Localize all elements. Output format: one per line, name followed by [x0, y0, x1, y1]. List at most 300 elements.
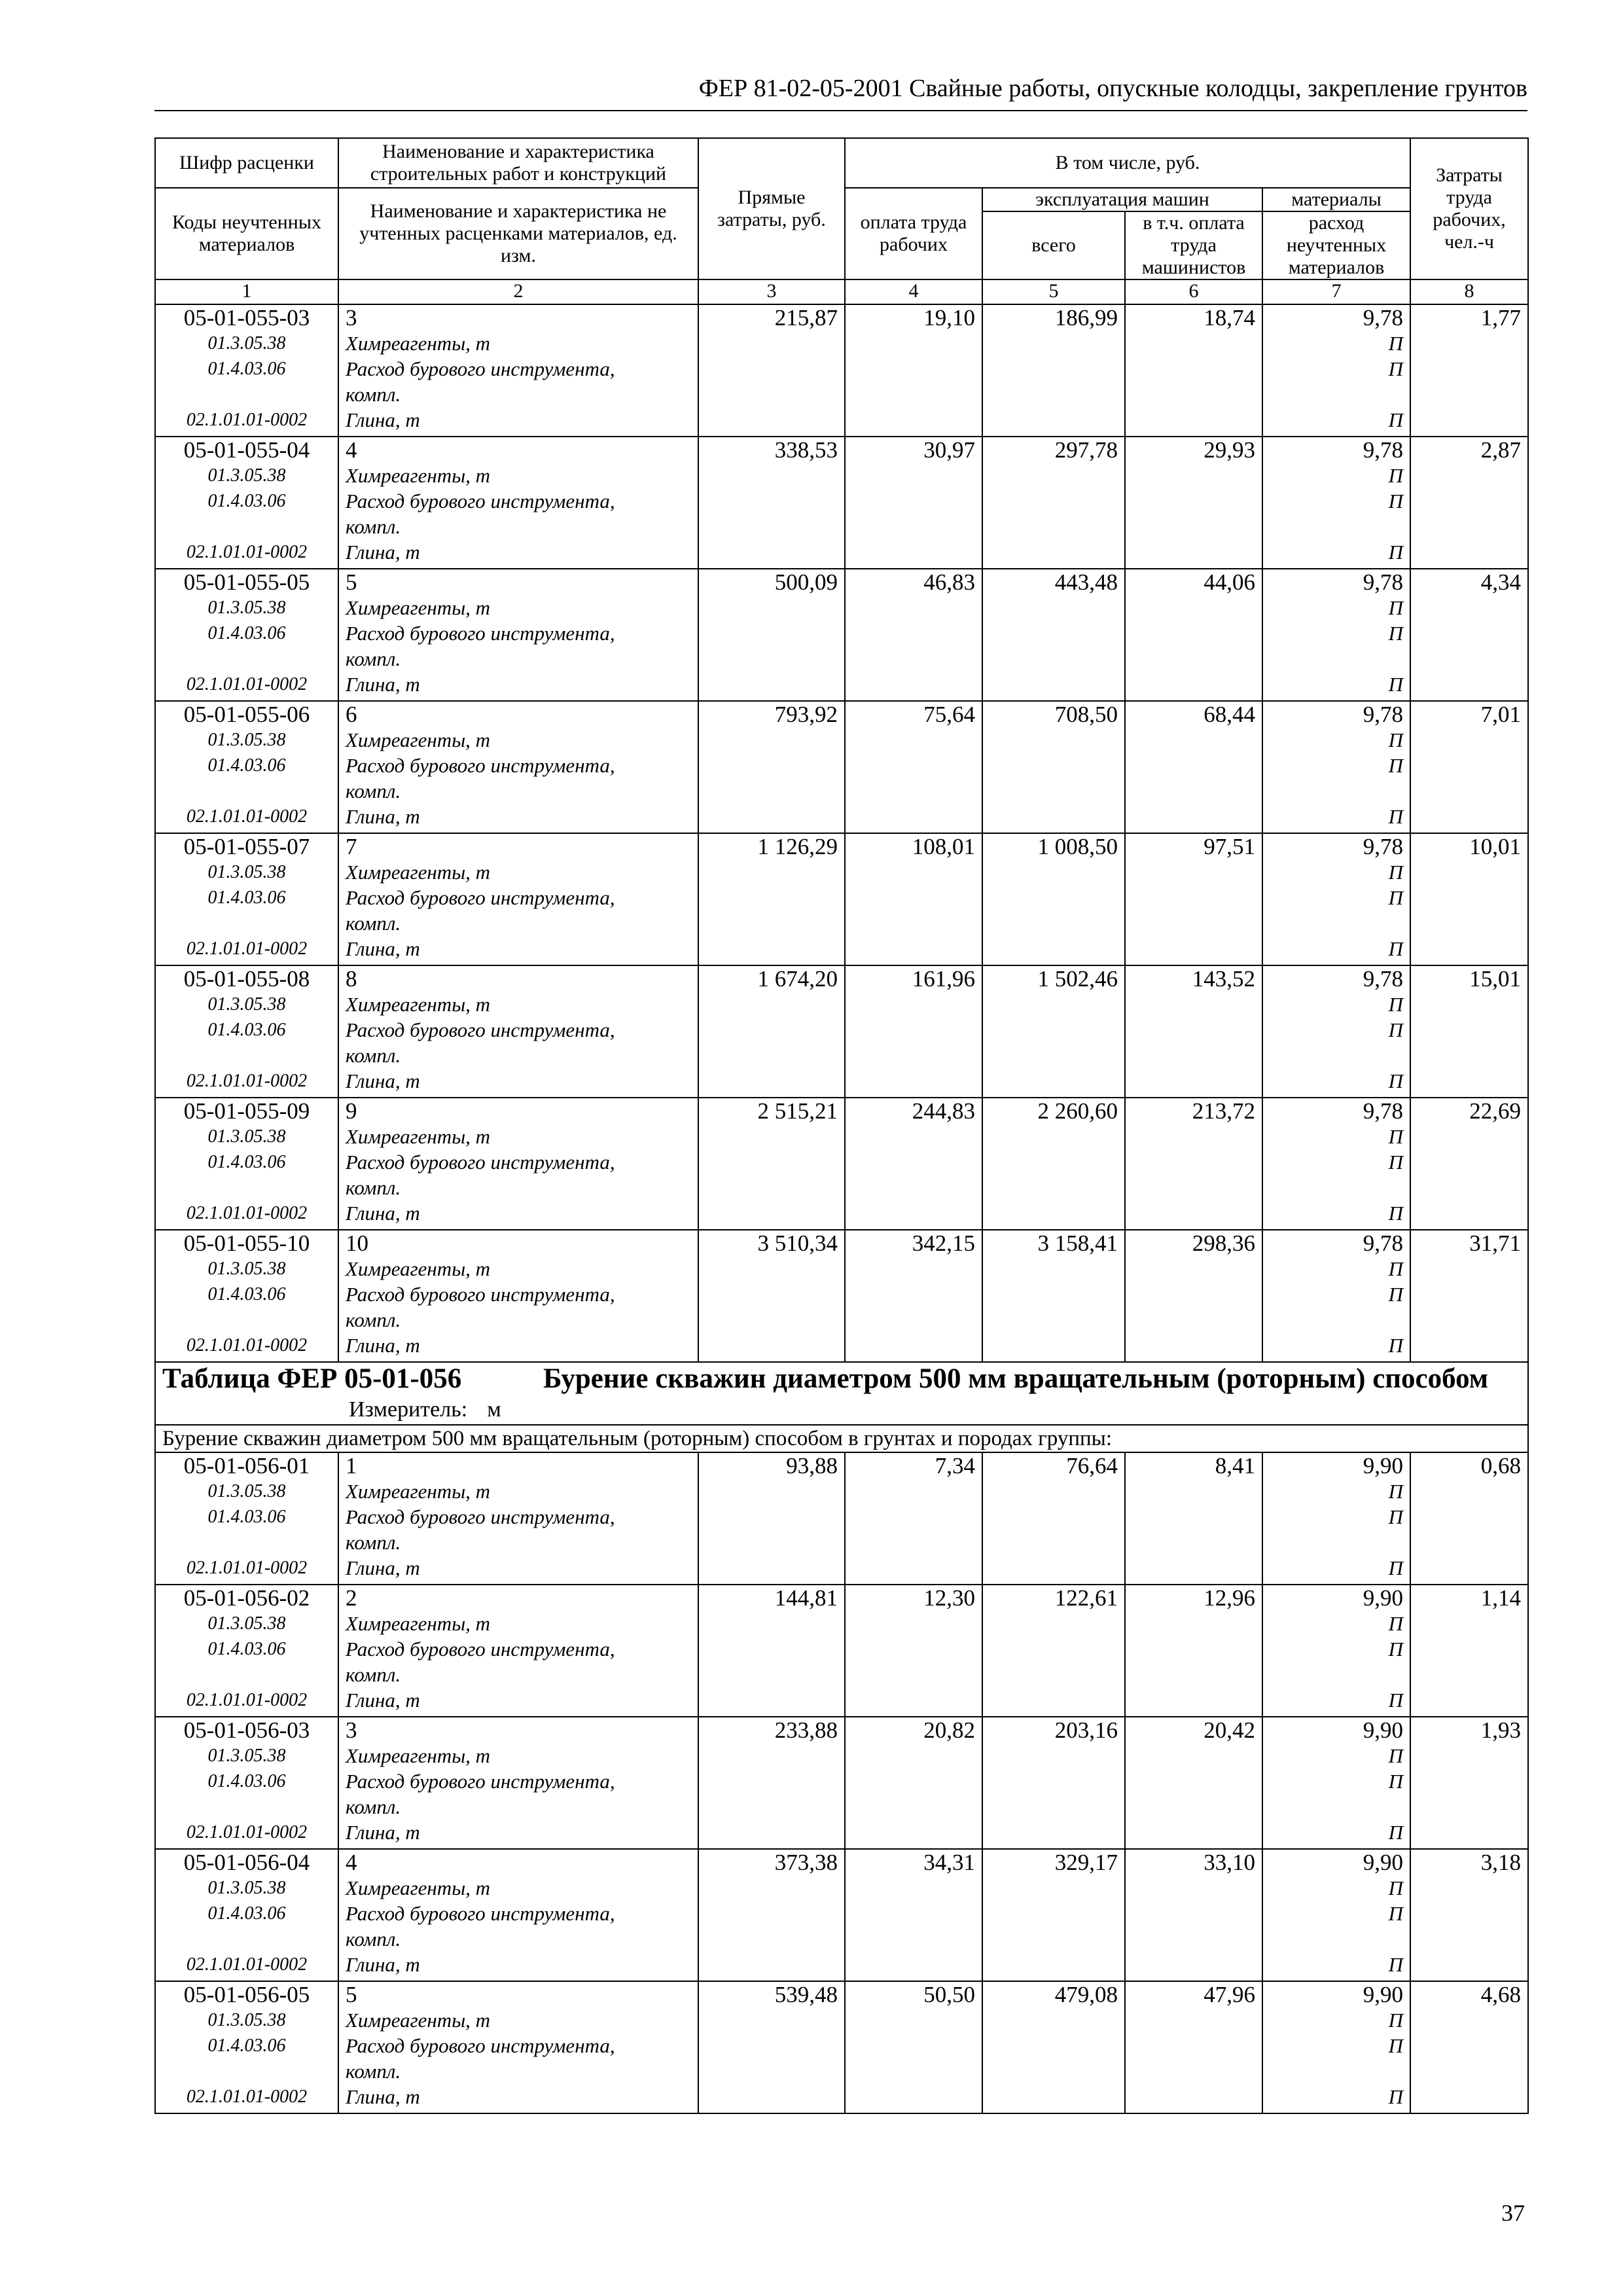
unaccounted-mark: П	[1388, 1638, 1404, 1660]
rate-row	[155, 1981, 1528, 2113]
spacer	[1270, 1794, 1403, 1820]
unaccounted-mark: П	[1388, 1480, 1404, 1503]
materials-cost: 9,90	[1363, 1850, 1404, 1875]
material-name: Глина, т	[346, 937, 420, 960]
material-name: Глина, т	[346, 673, 420, 696]
material-name: Расход бурового инструмента,	[346, 622, 615, 645]
machines-cost: 2 260,60	[982, 1098, 1125, 1230]
column-number: 5	[982, 279, 1125, 304]
materials-cell	[1262, 701, 1410, 833]
unaccounted-mark: П	[1388, 1770, 1404, 1793]
spacer	[1270, 1530, 1403, 1555]
page-header	[154, 73, 1527, 111]
material-name: Глина, т	[346, 408, 420, 431]
spacer	[1270, 1175, 1403, 1200]
unaccounted-mark: П	[1388, 332, 1404, 355]
material-code: 01.4.03.06	[207, 888, 286, 908]
material-code: 01.4.03.06	[207, 1639, 286, 1659]
rate-row	[155, 1717, 1528, 1849]
material-code: 02.1.01.01-0002	[186, 1335, 308, 1355]
header-code-title: Шифр расценки	[155, 138, 338, 188]
materials-cell	[1262, 1098, 1410, 1230]
materials-cell	[1262, 1849, 1410, 1981]
materials-cell	[1262, 1585, 1410, 1717]
material-code: 02.1.01.01-0002	[186, 1203, 308, 1223]
unaccounted-mark: П	[1388, 1556, 1404, 1579]
material-code: 01.4.03.06	[207, 1903, 286, 1924]
spacer	[1270, 778, 1403, 804]
material-name: Глина, т	[346, 1689, 420, 1712]
material-code: 01.4.03.06	[207, 359, 286, 379]
direct-cost: 215,87	[698, 304, 845, 437]
header-wage: оплата труда рабочих	[845, 188, 982, 279]
materials-cost: 9,90	[1363, 1453, 1404, 1479]
unaccounted-mark: П	[1388, 754, 1404, 777]
unaccounted-mark: П	[1388, 1069, 1404, 1092]
material-name: компл.	[346, 2060, 401, 2083]
material-name: Глина, т	[346, 1953, 420, 1976]
table-title: Бурение скважин диаметром 500 мм вращательным (роторным) способом	[543, 1363, 1489, 1394]
material-name: Химреагенты, т	[346, 1744, 491, 1767]
materials-cost: 9,90	[1363, 1717, 1404, 1743]
rate-code-cell	[155, 437, 338, 569]
material-name: Химреагенты, т	[346, 993, 491, 1016]
spacer	[162, 382, 331, 407]
rate-name-cell	[338, 304, 698, 437]
machines-cost: 329,17	[982, 1849, 1125, 1981]
materials-cost: 9,90	[1363, 1982, 1404, 2007]
material-name: компл.	[346, 1044, 401, 1067]
rate-row	[155, 1098, 1528, 1230]
material-name: компл.	[346, 1531, 401, 1554]
material-name: компл.	[346, 383, 401, 406]
rate-row	[155, 701, 1528, 833]
rate-name-cell	[338, 1981, 698, 2113]
spacer	[1270, 1662, 1403, 1687]
spacer	[162, 1662, 331, 1687]
unaccounted-mark: П	[1388, 1902, 1404, 1925]
table-description: Бурение скважин диаметром 500 мм вращательным (роторным) способом в грунтах и породах группы:	[155, 1425, 1528, 1452]
rate-code: 05-01-055-07	[183, 834, 310, 859]
materials-cost: 9,78	[1363, 1098, 1404, 1124]
rate-code: 05-01-055-08	[183, 966, 310, 992]
materials-cost: 9,78	[1363, 1230, 1404, 1256]
spacer	[1270, 514, 1403, 539]
wage-cost: 30,97	[845, 437, 982, 569]
labor-cost: 0,68	[1410, 1452, 1528, 1585]
material-code: 02.1.01.01-0002	[186, 1954, 308, 1975]
material-code: 02.1.01.01-0002	[186, 1690, 308, 1710]
header-code-subtitle: Коды неучтенных материалов	[155, 188, 338, 279]
materials-cost: 9,78	[1363, 437, 1404, 463]
rate-name-cell	[338, 1452, 698, 1585]
rate-name-cell	[338, 701, 698, 833]
unaccounted-mark: П	[1388, 1505, 1404, 1528]
direct-cost: 338,53	[698, 437, 845, 569]
material-name: компл.	[346, 1308, 401, 1331]
material-code: 01.3.05.38	[207, 465, 286, 486]
unaccounted-mark: П	[1388, 1612, 1404, 1635]
materials-cost: 9,90	[1363, 1585, 1404, 1611]
material-code: 01.3.05.38	[207, 598, 286, 618]
rate-group-number: 7	[346, 834, 357, 859]
column-number: 3	[698, 279, 845, 304]
header-direct: Прямые затраты, руб.	[698, 138, 845, 279]
material-code: 01.4.03.06	[207, 491, 286, 511]
table-title-cell	[155, 1362, 1528, 1425]
material-name: Глина, т	[346, 1334, 420, 1357]
rate-row	[155, 1452, 1528, 1585]
materials-cell	[1262, 833, 1410, 965]
labor-cost: 4,34	[1410, 569, 1528, 701]
wage-cost: 7,34	[845, 1452, 982, 1585]
direct-cost: 1 126,29	[698, 833, 845, 965]
material-name: Глина, т	[346, 1556, 420, 1579]
machine-operators-wage: 298,36	[1125, 1230, 1262, 1362]
column-number: 4	[845, 279, 982, 304]
wage-cost: 19,10	[845, 304, 982, 437]
machine-operators-wage: 47,96	[1125, 1981, 1262, 2113]
unaccounted-mark: П	[1388, 541, 1404, 564]
machines-cost: 186,99	[982, 304, 1125, 437]
rate-name-cell	[338, 1098, 698, 1230]
material-name: Химреагенты, т	[346, 1876, 491, 1899]
spacer	[1270, 1307, 1403, 1333]
labor-cost: 4,68	[1410, 1981, 1528, 2113]
rate-row	[155, 569, 1528, 701]
document-title: ФЕР 81-02-05-2001 Свайные работы, опускные колодцы, закрепление грунтов	[698, 75, 1527, 102]
rate-name-cell	[338, 1585, 698, 1717]
page-number: 37	[1501, 2200, 1525, 2226]
material-name: компл.	[346, 1795, 401, 1818]
unaccounted-mark: П	[1388, 728, 1404, 751]
machine-operators-wage: 97,51	[1125, 833, 1262, 965]
wage-cost: 161,96	[845, 965, 982, 1098]
rates-table	[154, 137, 1529, 2114]
machines-cost: 1 502,46	[982, 965, 1125, 1098]
rate-name-cell	[338, 965, 698, 1098]
material-code: 02.1.01.01-0002	[186, 806, 308, 827]
labor-cost: 1,93	[1410, 1717, 1528, 1849]
unaccounted-mark: П	[1388, 1876, 1404, 1899]
table-label: Таблица ФЕР 05-01-056	[162, 1363, 462, 1394]
material-code: 01.3.05.38	[207, 1126, 286, 1147]
labor-cost: 1,77	[1410, 304, 1528, 437]
rate-name-cell	[338, 1717, 698, 1849]
materials-cell	[1262, 437, 1410, 569]
wage-cost: 12,30	[845, 1585, 982, 1717]
rate-name-cell	[338, 437, 698, 569]
labor-cost: 10,01	[1410, 833, 1528, 965]
labor-cost: 22,69	[1410, 1098, 1528, 1230]
spacer	[162, 1530, 331, 1555]
spacer	[162, 1043, 331, 1068]
material-code: 01.3.05.38	[207, 730, 286, 750]
header-name-subtitle: Наименование и характеристика не учтенных расценками материалов, ед. изм.	[338, 188, 698, 279]
material-name: Химреагенты, т	[346, 1257, 491, 1280]
header-name-title: Наименование и характеристика строительных работ и конструкций	[338, 138, 698, 188]
material-name: Глина, т	[346, 805, 420, 828]
material-name: компл.	[346, 647, 401, 670]
material-name: Расход бурового инструмента,	[346, 490, 615, 512]
unaccounted-mark: П	[1388, 1202, 1404, 1225]
material-name: компл.	[346, 515, 401, 538]
table-title-row	[155, 1362, 1528, 1425]
rate-code: 05-01-056-01	[183, 1453, 310, 1479]
spacer	[162, 910, 331, 936]
spacer	[1270, 646, 1403, 672]
material-code: 01.4.03.06	[207, 1507, 286, 1527]
rate-code: 05-01-055-06	[183, 702, 310, 727]
unaccounted-mark: П	[1388, 993, 1404, 1016]
machine-operators-wage: 18,74	[1125, 304, 1262, 437]
materials-cost: 9,78	[1363, 569, 1404, 595]
rate-code: 05-01-056-05	[183, 1982, 310, 2007]
rate-group-number: 10	[346, 1230, 368, 1256]
labor-cost: 31,71	[1410, 1230, 1528, 1362]
spacer	[1270, 910, 1403, 936]
wage-cost: 34,31	[845, 1849, 982, 1981]
machine-operators-wage: 68,44	[1125, 701, 1262, 833]
unaccounted-mark: П	[1388, 1744, 1404, 1767]
machine-operators-wage: 29,93	[1125, 437, 1262, 569]
material-code: 01.3.05.38	[207, 1481, 286, 1501]
table-description-row	[155, 1425, 1528, 1452]
machine-operators-wage: 20,42	[1125, 1717, 1262, 1849]
unaccounted-mark: П	[1388, 2034, 1404, 2057]
machines-cost: 122,61	[982, 1585, 1125, 1717]
material-code: 01.3.05.38	[207, 1259, 286, 1279]
material-name: Химреагенты, т	[346, 1612, 491, 1635]
column-numbers-row	[155, 279, 1528, 304]
material-code: 01.4.03.06	[207, 1771, 286, 1791]
material-name: компл.	[346, 1663, 401, 1686]
material-name: Глина, т	[346, 2085, 420, 2108]
spacer	[162, 1926, 331, 1952]
rate-name-cell	[338, 569, 698, 701]
materials-cell	[1262, 304, 1410, 437]
material-name: Расход бурового инструмента,	[346, 754, 615, 777]
material-code: 02.1.01.01-0002	[186, 1071, 308, 1091]
material-code: 01.4.03.06	[207, 623, 286, 643]
materials-cost: 9,78	[1363, 834, 1404, 859]
materials-cost: 9,78	[1363, 305, 1404, 331]
material-name: Химреагенты, т	[346, 464, 491, 487]
materials-cell	[1262, 1230, 1410, 1362]
spacer	[1270, 1043, 1403, 1068]
rate-code-cell	[155, 1585, 338, 1717]
unaccounted-mark: П	[1388, 464, 1404, 487]
rate-row	[155, 1585, 1528, 1717]
wage-cost: 342,15	[845, 1230, 982, 1362]
materials-cost: 9,78	[1363, 702, 1404, 727]
rate-name-cell	[338, 1230, 698, 1362]
material-name: Расход бурового инструмента,	[346, 1638, 615, 1660]
wage-cost: 20,82	[845, 1717, 982, 1849]
direct-cost: 539,48	[698, 1981, 845, 2113]
material-code: 01.4.03.06	[207, 1152, 286, 1172]
labor-cost: 3,18	[1410, 1849, 1528, 1981]
material-code: 02.1.01.01-0002	[186, 2087, 308, 2107]
rate-group-number: 6	[346, 702, 357, 727]
column-number: 8	[1410, 279, 1528, 304]
rate-code-cell	[155, 1981, 338, 2113]
material-code: 01.4.03.06	[207, 755, 286, 776]
rate-group-number: 4	[346, 437, 357, 463]
labor-cost: 7,01	[1410, 701, 1528, 833]
spacer	[1270, 382, 1403, 407]
material-code: 02.1.01.01-0002	[186, 939, 308, 959]
material-name: Химреагенты, т	[346, 1480, 491, 1503]
material-name: Глина, т	[346, 1202, 420, 1225]
rate-code: 05-01-056-04	[183, 1850, 310, 1875]
labor-cost: 2,87	[1410, 437, 1528, 569]
material-name: Химреагенты, т	[346, 728, 491, 751]
materials-cell	[1262, 1717, 1410, 1849]
material-name: Химреагенты, т	[346, 1125, 491, 1148]
unaccounted-mark: П	[1388, 490, 1404, 512]
materials-cost: 9,78	[1363, 966, 1404, 992]
wage-cost: 244,83	[845, 1098, 982, 1230]
materials-cell	[1262, 569, 1410, 701]
material-name: Расход бурового инструмента,	[346, 1151, 615, 1174]
rate-group-number: 3	[346, 1717, 357, 1743]
material-name: Глина, т	[346, 1821, 420, 1844]
rate-group-number: 3	[346, 305, 357, 331]
machines-cost: 1 008,50	[982, 833, 1125, 965]
measure-unit-value: м	[487, 1397, 501, 1422]
material-name: Расход бурового инструмента,	[346, 1902, 615, 1925]
rate-code: 05-01-055-09	[183, 1098, 310, 1124]
rate-code-cell	[155, 1849, 338, 1981]
unaccounted-mark: П	[1388, 1953, 1404, 1976]
material-name: Химреагенты, т	[346, 2009, 491, 2032]
rate-row	[155, 965, 1528, 1098]
labor-cost: 1,14	[1410, 1585, 1528, 1717]
machine-operators-wage: 213,72	[1125, 1098, 1262, 1230]
rate-group-number: 2	[346, 1585, 357, 1611]
unaccounted-mark: П	[1388, 1018, 1404, 1041]
rate-code-cell	[155, 569, 338, 701]
spacer	[1270, 2058, 1403, 2084]
material-code: 01.3.05.38	[207, 2010, 286, 2030]
material-name: Расход бурового инструмента,	[346, 1018, 615, 1041]
direct-cost: 373,38	[698, 1849, 845, 1981]
unaccounted-mark: П	[1388, 1151, 1404, 1174]
rate-group-number: 4	[346, 1850, 357, 1875]
unaccounted-mark: П	[1388, 937, 1404, 960]
header-machines-total: всего	[982, 211, 1125, 279]
unaccounted-mark: П	[1388, 1334, 1404, 1357]
rate-code-cell	[155, 965, 338, 1098]
header-incl: В том числе, руб.	[845, 138, 1410, 188]
header-row-1	[155, 138, 1528, 188]
rate-code-cell	[155, 701, 338, 833]
column-number: 2	[338, 279, 698, 304]
rate-row	[155, 833, 1528, 965]
machines-cost: 76,64	[982, 1452, 1125, 1585]
machines-cost: 479,08	[982, 1981, 1125, 2113]
material-code: 02.1.01.01-0002	[186, 1558, 308, 1578]
wage-cost: 46,83	[845, 569, 982, 701]
rate-code-cell	[155, 1717, 338, 1849]
machine-operators-wage: 12,96	[1125, 1585, 1262, 1717]
spacer	[162, 778, 331, 804]
rate-name-cell	[338, 1849, 698, 1981]
material-code: 02.1.01.01-0002	[186, 542, 308, 562]
unaccounted-mark: П	[1388, 408, 1404, 431]
rate-code: 05-01-055-03	[183, 305, 310, 331]
machine-operators-wage: 33,10	[1125, 1849, 1262, 1981]
unaccounted-mark: П	[1388, 1689, 1404, 1712]
wage-cost: 50,50	[845, 1981, 982, 2113]
rate-group-number: 5	[346, 1982, 357, 2007]
rate-row	[155, 1849, 1528, 1981]
unaccounted-mark: П	[1388, 2009, 1404, 2032]
direct-cost: 2 515,21	[698, 1098, 845, 1230]
rate-row	[155, 437, 1528, 569]
material-code: 02.1.01.01-0002	[186, 1822, 308, 1842]
unaccounted-mark: П	[1388, 622, 1404, 645]
unaccounted-mark: П	[1388, 673, 1404, 696]
machine-operators-wage: 8,41	[1125, 1452, 1262, 1585]
column-number: 6	[1125, 279, 1262, 304]
rate-name-cell	[338, 833, 698, 965]
rate-code-cell	[155, 1098, 338, 1230]
material-name: Глина, т	[346, 1069, 420, 1092]
material-code: 01.3.05.38	[207, 994, 286, 1014]
spacer	[1270, 1926, 1403, 1952]
rate-code-cell	[155, 1452, 338, 1585]
material-name: Химреагенты, т	[346, 861, 491, 884]
unaccounted-mark: П	[1388, 805, 1404, 828]
unaccounted-mark: П	[1388, 2085, 1404, 2108]
rate-code: 05-01-055-04	[183, 437, 310, 463]
rate-row	[155, 304, 1528, 437]
rate-group-number: 1	[346, 1453, 357, 1479]
header-materials-sub: расход неучтенных материалов	[1262, 211, 1410, 279]
direct-cost: 93,88	[698, 1452, 845, 1585]
material-code: 02.1.01.01-0002	[186, 674, 308, 694]
machines-cost: 443,48	[982, 569, 1125, 701]
spacer	[162, 1794, 331, 1820]
header-labor: Затраты труда рабочих, чел.-ч	[1410, 138, 1528, 279]
unaccounted-mark: П	[1388, 1283, 1404, 1306]
material-name: Расход бурового инструмента,	[346, 2034, 615, 2057]
rate-row	[155, 1230, 1528, 1362]
direct-cost: 793,92	[698, 701, 845, 833]
material-code: 02.1.01.01-0002	[186, 410, 308, 430]
material-name: Расход бурового инструмента,	[346, 1770, 615, 1793]
unaccounted-mark: П	[1388, 886, 1404, 909]
header-machines-wage: в т.ч. оплата труда машинистов	[1125, 211, 1262, 279]
rate-code: 05-01-056-03	[183, 1717, 310, 1743]
rate-code: 05-01-055-10	[183, 1230, 310, 1256]
material-code: 01.3.05.38	[207, 862, 286, 882]
material-name: компл.	[346, 780, 401, 802]
direct-cost: 500,09	[698, 569, 845, 701]
material-code: 01.4.03.06	[207, 1284, 286, 1304]
material-code: 01.3.05.38	[207, 1613, 286, 1634]
material-code: 01.4.03.06	[207, 1020, 286, 1040]
wage-cost: 108,01	[845, 833, 982, 965]
material-name: Расход бурового инструмента,	[346, 1505, 615, 1528]
materials-cell	[1262, 965, 1410, 1098]
material-name: Химреагенты, т	[346, 332, 491, 355]
spacer	[162, 2058, 331, 2084]
rate-code: 05-01-055-05	[183, 569, 310, 595]
materials-cell	[1262, 1452, 1410, 1585]
